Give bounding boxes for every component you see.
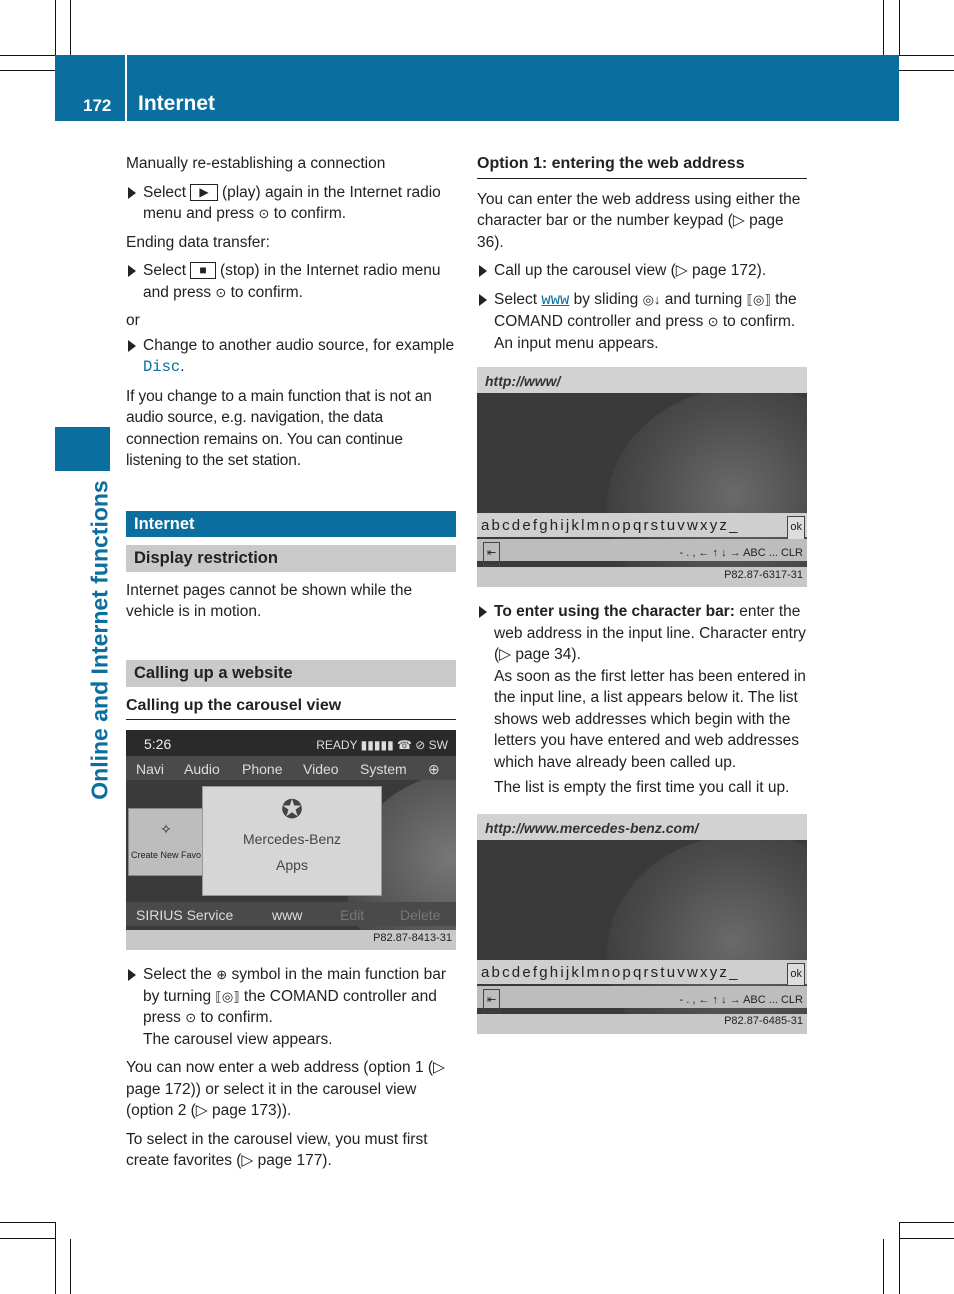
step-text: to confirm. (230, 283, 303, 301)
play-icon: ▶ (190, 184, 217, 201)
instruction-step (126, 182, 456, 225)
ok-button: ok (787, 963, 805, 987)
step-arrow-icon (128, 969, 136, 981)
subheading-carousel: Calling up the carousel view (126, 695, 456, 721)
card-subtitle: Apps (276, 856, 308, 873)
paragraph: Ending data transfer: (126, 233, 270, 251)
star-icon: ✧ (160, 821, 172, 837)
step-text: Select (143, 183, 187, 201)
crop-mark (883, 1239, 884, 1294)
step-arrow-icon (128, 265, 136, 277)
control-keys: - . , ← ↑ ↓ → ABC ... CLR (679, 547, 803, 559)
menu-item-navi: Navi (136, 761, 165, 777)
character-list: abcdefghijklmnopqrstuvwxyz_ (481, 963, 740, 981)
step-arrow-icon (128, 187, 136, 199)
instruction-step (477, 289, 807, 355)
menu-item-edit: Edit (340, 907, 365, 923)
step-text: Select the (143, 966, 212, 983)
step-result: The carousel view appears. (143, 1030, 333, 1048)
instruction-step (477, 601, 807, 799)
globe-icon: ⊕ (216, 967, 228, 982)
globe-icon: ⊕ (428, 761, 440, 777)
disc-menu-item: Disc (143, 358, 181, 376)
menu-item-phone: Phone (242, 761, 283, 777)
step-arrow-icon (128, 340, 136, 352)
press-controller-icon: ⊙ (215, 284, 227, 300)
figure-id: P82.87-8413-31 (373, 931, 452, 944)
crop-mark (70, 1239, 71, 1294)
menu-item-audio: Audio (184, 761, 220, 777)
page-title: Internet (138, 92, 216, 115)
character-bar (477, 960, 807, 984)
back-icon: ⇤ (483, 542, 500, 566)
control-bar (477, 986, 807, 1008)
paragraph: You can enter the web address using either the character bar or the number keypad (▷ page 36). (477, 190, 801, 251)
status-indicators: READY ▮▮▮▮▮ ☎ ⊘ SW (316, 738, 448, 752)
menu-item-sirius: SIRIUS Service (136, 907, 234, 923)
crop-mark (70, 0, 71, 55)
step-text: to confirm. (273, 205, 347, 222)
instruction-step (477, 260, 807, 282)
step-arrow-icon (479, 606, 487, 618)
figure-id: P82.87-6317-31 (724, 568, 803, 581)
step-text: (stop) in the Internet radio menu and press (143, 262, 441, 301)
input-menu-screenshot (477, 367, 807, 587)
side-tab-title: Online and Internet functions (86, 480, 113, 800)
step-arrow-icon (479, 265, 487, 277)
url-input-line: http://www/ (477, 367, 807, 393)
step-text: Change to another audio source, for example (143, 336, 455, 354)
step-text: (play) again in the Internet radio menu and press (143, 183, 441, 222)
section-heading-internet: Internet (126, 511, 456, 537)
slide-controller-icon: ◎↓ (642, 291, 661, 307)
page-number: 172 (83, 96, 112, 115)
paragraph: or (126, 312, 140, 329)
crop-mark (899, 55, 954, 56)
stop-icon: ■ (190, 262, 215, 279)
step-text: Select (494, 290, 538, 308)
main-function-bar (126, 756, 456, 780)
turn-controller-icon: ⟦◎⟧ (746, 291, 771, 307)
create-favorite-card (128, 808, 204, 876)
crop-mark (55, 1222, 56, 1294)
crop-mark (883, 0, 884, 55)
crop-mark (0, 70, 55, 71)
crop-mark (899, 1222, 900, 1294)
control-keys: - . , ← ↑ ↓ → ABC ... CLR (679, 993, 803, 1006)
press-controller-icon: ⊙ (707, 314, 719, 329)
step-text: . (180, 358, 185, 375)
spacer (477, 806, 807, 814)
spacer (126, 479, 456, 511)
step-text: The list is empty the first time you call it up. (494, 779, 790, 796)
step-arrow-icon (479, 294, 487, 306)
crop-mark (0, 1222, 55, 1223)
crop-mark (899, 70, 954, 71)
step-text: Call up the carousel view (▷ page 172). (494, 262, 767, 279)
step-text: to confirm. (200, 1009, 273, 1026)
press-controller-icon: ⊙ (185, 1010, 197, 1025)
crop-mark (0, 1238, 55, 1239)
character-bar (477, 513, 807, 537)
step-text: Select (143, 262, 187, 279)
clock: 5:26 (144, 736, 172, 752)
section-heading-display-restriction: Display restriction (126, 545, 456, 572)
instruction-step (126, 964, 456, 1050)
mercedes-apps-card (202, 786, 382, 896)
instruction-step (126, 335, 456, 379)
spacer (126, 630, 456, 660)
step-text: As soon as the first letter has been entered in the input line, a list appears below it. The list shows web addresses which begin with the letters you have entered and web addresses which have already been called up. (494, 667, 806, 771)
step-text: by sliding (573, 290, 639, 308)
status-bar (126, 730, 456, 756)
menu-item-system: System (360, 761, 407, 777)
menu-item-delete: Delete (400, 907, 441, 923)
back-icon: ⇤ (483, 989, 500, 1013)
crop-mark (899, 1238, 954, 1239)
turn-controller-icon: ⟦◎⟧ (215, 988, 240, 1004)
menu-item-video: Video (303, 761, 339, 777)
crop-mark (899, 1222, 954, 1223)
paragraph: To select in the carousel view, you must first create favorites (▷ page 177). (126, 1130, 428, 1169)
subheading-option-1: Option 1: entering the web address (477, 153, 807, 179)
bottom-menu-bar (126, 902, 456, 926)
step-text: enter the web address in the input line. Character entry (▷ page 34). (494, 603, 806, 663)
character-list: abcdefghijklmnopqrstuvwxyz_ (481, 517, 740, 534)
paragraph: You can now enter a web address (option 1 (▷ page 172)) or select it in the carousel view (option 2 (▷ page 173)). (126, 1059, 445, 1119)
step-result: An input menu appears. (494, 334, 659, 352)
card-label: Create New Favo (130, 849, 202, 860)
www-menu-item: www (541, 290, 570, 309)
menu-item-www: www (272, 907, 303, 923)
paragraph: If you change to a main function that is not an audio source, e.g. navigation, the data connection remains on. You can continue listening to the set station. (126, 387, 432, 469)
ok-button: ok (787, 516, 805, 540)
carousel-screenshot (126, 730, 456, 950)
step-text: to confirm. (722, 313, 796, 330)
crop-mark (55, 0, 56, 55)
step-text: symbol in the main function bar by turning (143, 966, 446, 1005)
url-input-line: http://www.mercedes-benz.com/ (477, 814, 807, 840)
step-text: the COMAND controller and press (494, 290, 797, 330)
mercedes-url-screenshot (477, 814, 807, 1034)
control-bar (477, 539, 807, 561)
crop-mark (0, 55, 55, 56)
section-heading-calling-website: Calling up a website (126, 660, 456, 687)
instruction-step (126, 260, 456, 303)
header-separator (125, 55, 127, 121)
right-column (477, 153, 807, 1034)
step-text: and turning (664, 290, 743, 308)
step-title: To enter using the character bar: (494, 603, 735, 620)
paragraph: Internet pages cannot be shown while the vehicle is in motion. (126, 581, 413, 620)
card-title: Mercedes-Benz (242, 831, 342, 847)
paragraph: Manually re-establishing a connection (126, 155, 386, 172)
step-text: the COMAND controller and press (143, 987, 437, 1026)
press-controller-icon: ⊙ (258, 206, 270, 221)
figure-id: P82.87-6485-31 (724, 1015, 803, 1027)
crop-mark (899, 0, 900, 55)
mercedes-star-icon: ✪ (281, 794, 303, 824)
left-column (126, 153, 456, 1179)
side-tab-marker (55, 427, 110, 471)
